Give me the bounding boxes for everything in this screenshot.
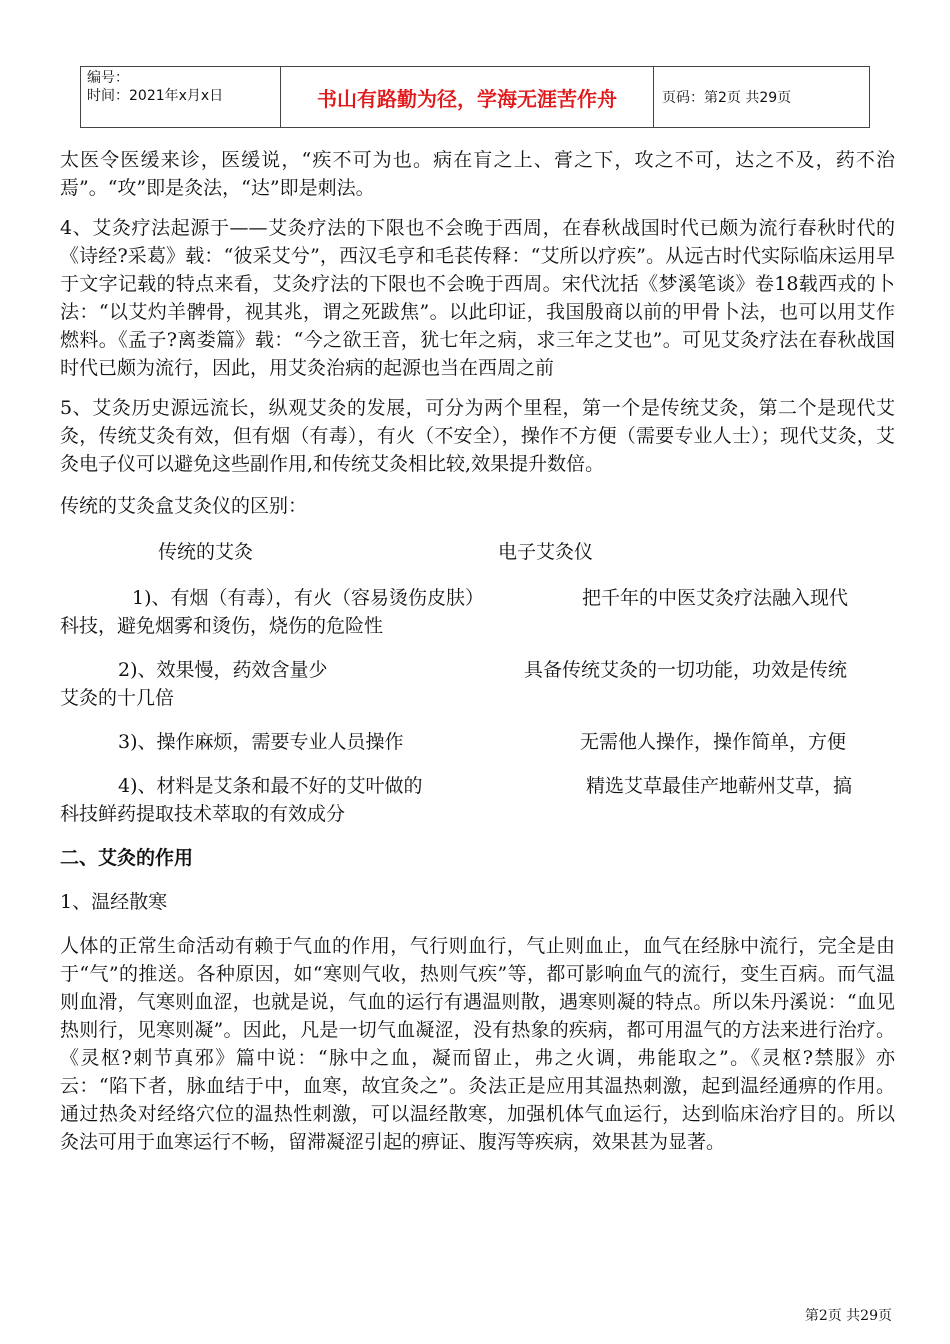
time-label: 时间：2021年x月x日 (87, 88, 224, 104)
comparison-row-1 (60, 584, 895, 640)
comparison-intro: 传统的艾灸盒艾灸仪的区别： (60, 495, 308, 517)
number-label: 编号： (87, 70, 129, 86)
comparison-header (60, 538, 895, 566)
row1-left: 1)、有烟（有毒），有火（容易烫伤皮肤） (132, 587, 485, 609)
row1-right: 把千年的中医艾灸疗法融入现代 (582, 587, 849, 609)
header-motto: 书山有路勤为径，学海无涯苦作舟 (281, 67, 654, 127)
document-header (80, 66, 870, 128)
subheading-warm-meridian: 1、温经散寒 (60, 891, 168, 913)
row4-left: 4)、材料是艾条和最不好的艾叶做的 (118, 775, 423, 797)
page-footer: 第2页 共29页 (804, 1308, 892, 1324)
section-heading: 二、艾灸的作用 (60, 847, 194, 869)
section2-body: 人体的正常生命活动有赖于气血的作用，气行则血行，气止则血止，血气在经脉中流行，完全是由于“气”的推送。各种原因，如“寒则气收，热则气疾”等，都可影响血气的流行，变生百病。而气温则血滑，气寒则血涩，也就是说，气血的运行有遇温则散，遇寒则凝的特点。所以朱丹溪说：“血见热则行，见寒则凝”。因此，凡是一切气血凝涩，没有热象的疾病，都可用温气的方法来进行治疗。《灵枢?刺节真邪》篇中说：“脉中之血，凝而留止，弗之火调，弗能取之”。《灵枢?禁服》亦云：“陷下者，脉血结于中，血寒，故宜灸之”。灸法正是应用其温热刺激，起到温经通痹的作用。通过热灸对经络穴位的温热性刺激，可以温经散寒，加强机体气血运行，达到临床治疗目的。所以灸法可用于血寒运行不畅，留滞凝涩引起的痹证、腹泻等疾病，效果甚为显著。 (60, 935, 895, 1153)
col-electronic: 电子艾灸仪 (498, 541, 594, 563)
row4-right: 精选艾草最佳产地蕲州艾草，搞 (586, 775, 853, 797)
row2-right: 具备传统艾灸的一切功能，功效是传统 (524, 659, 848, 681)
paragraph-4: 4、艾灸疗法起源于——艾灸疗法的下限也不会晚于西周，在春秋战国时代已颇为流行春秋时代的《诗经?采葛》载：“彼采艾兮”，西汉毛亨和毛苌传释：“艾所以疗疾”。从远古时代实际临床运用早于文字记载的特点来看，艾灸疗法的下限也不会晚于西周。宋代沈括《梦溪笔谈》卷18载西戎的卜法：“以艾灼羊髀骨，视其兆，谓之死跋焦”。以此印证，我国殷商以前的甲骨卜法，也可以用艾作燃料。《孟子?离娄篇》载：“今之欲王音，犹七年之病，求三年之艾也”。可见艾灸疗法在春秋战国时代已颇为流行，因此，用艾灸治病的起源也当在西周之前 (60, 217, 895, 379)
col-traditional: 传统的艾灸 (158, 541, 254, 563)
comparison-row-4 (60, 772, 895, 828)
document-body (60, 146, 895, 1156)
comparison-row-2 (60, 656, 895, 712)
comparison-row-3 (60, 728, 895, 756)
row3-right: 无需他人操作，操作简单，方便 (580, 731, 847, 753)
header-meta (81, 67, 281, 127)
row4-cont: 科技鲜药提取技术萃取的有效成分 (60, 803, 346, 825)
paragraph-5: 5、艾灸历史源远流长，纵观艾灸的发展，可分为两个里程，第一个是传统艾灸，第二个是现代艾灸，传统艾灸有效，但有烟（有毒），有火（不安全），操作不方便（需要专业人士）；现代艾灸，艾灸电子仪可以避免这些副作用,和传统艾灸相比较,效果提升数倍。 (60, 397, 895, 475)
row3-left: 3)、操作麻烦，需要专业人员操作 (118, 731, 404, 753)
row2-cont: 艾灸的十几倍 (60, 687, 175, 709)
row2-left: 2)、效果慢，药效含量少 (118, 659, 328, 681)
paragraph-intro: 太医令医缓来诊，医缓说，“疾不可为也。病在肓之上、膏之下，攻之不可，达之不及，药不治焉”。“攻”即是灸法，“达”即是刺法。 (60, 149, 895, 199)
row1-cont: 科技，避免烟雾和烫伤，烧伤的危险性 (60, 615, 384, 637)
header-page-info: 页码：第2页 共29页 (662, 90, 792, 106)
